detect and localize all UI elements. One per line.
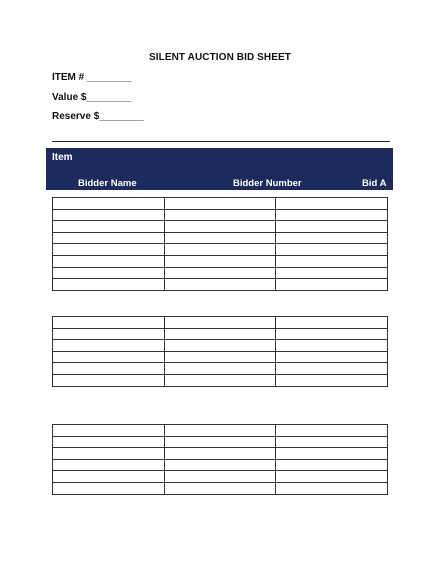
table-row xyxy=(53,328,388,340)
table-row xyxy=(53,279,388,291)
bidder-name-cell[interactable] xyxy=(53,363,165,375)
table-row xyxy=(53,374,388,386)
bidder-name-cell[interactable] xyxy=(53,351,165,363)
bidder-number-cell[interactable] xyxy=(164,340,276,352)
bid-table-2 xyxy=(52,316,388,387)
table-row xyxy=(53,351,388,363)
bid-amount-cell[interactable] xyxy=(276,255,388,267)
bidder-name-cell[interactable] xyxy=(53,425,165,437)
table-row xyxy=(53,198,388,210)
bidder-number-cell[interactable] xyxy=(164,459,276,471)
bid-amount-cell[interactable] xyxy=(276,471,388,483)
table-row xyxy=(53,425,388,437)
table-row xyxy=(53,255,388,267)
bidder-number-cell[interactable] xyxy=(164,244,276,256)
bidder-name-cell[interactable] xyxy=(53,317,165,329)
bid-amount-cell[interactable] xyxy=(276,340,388,352)
bidder-number-cell[interactable] xyxy=(164,471,276,483)
bidder-number-cell[interactable] xyxy=(164,425,276,437)
bidder-name-cell[interactable] xyxy=(53,221,165,233)
bid-amount-cell[interactable] xyxy=(276,459,388,471)
bid-amount-cell[interactable] xyxy=(276,232,388,244)
reserve-field: Reserve $________ xyxy=(52,111,144,122)
bidder-number-cell[interactable] xyxy=(164,209,276,221)
bid-amount-cell[interactable] xyxy=(276,425,388,437)
table-row xyxy=(53,363,388,375)
bid-table-1 xyxy=(52,197,388,291)
bidder-name-cell[interactable] xyxy=(53,471,165,483)
bid-amount-cell[interactable] xyxy=(276,448,388,460)
divider-line xyxy=(52,141,390,142)
bid-amount-cell[interactable] xyxy=(276,244,388,256)
table-row xyxy=(53,340,388,352)
bid-amount-cell[interactable] xyxy=(276,436,388,448)
bidder-name-cell[interactable] xyxy=(53,328,165,340)
bidder-name-cell[interactable] xyxy=(53,209,165,221)
bidder-name-cell[interactable] xyxy=(53,340,165,352)
bidder-number-cell[interactable] xyxy=(164,482,276,494)
bid-amount-cell[interactable] xyxy=(276,374,388,386)
bid-amount-cell[interactable] xyxy=(276,482,388,494)
table-header-bar xyxy=(46,148,393,190)
table-row xyxy=(53,209,388,221)
bidder-name-cell[interactable] xyxy=(53,267,165,279)
table-row xyxy=(53,267,388,279)
bid-table-3 xyxy=(52,424,388,495)
bidder-name-cell[interactable] xyxy=(53,448,165,460)
table-row xyxy=(53,436,388,448)
bidder-name-cell[interactable] xyxy=(53,482,165,494)
bidder-number-cell[interactable] xyxy=(164,279,276,291)
bidder-name-cell[interactable] xyxy=(53,232,165,244)
bid-amount-cell[interactable] xyxy=(276,351,388,363)
table-row xyxy=(53,471,388,483)
bid-amount-cell[interactable] xyxy=(276,317,388,329)
bid-amount-cell[interactable] xyxy=(276,363,388,375)
bidder-name-cell[interactable] xyxy=(53,255,165,267)
page-title: SILENT AUCTION BID SHEET xyxy=(148,52,292,63)
value-field: Value $________ xyxy=(52,92,131,103)
bidder-number-cell[interactable] xyxy=(164,328,276,340)
bidder-number-cell[interactable] xyxy=(164,267,276,279)
bid-amount-cell[interactable] xyxy=(276,198,388,210)
bidder-number-cell[interactable] xyxy=(164,374,276,386)
bidder-number-cell[interactable] xyxy=(164,232,276,244)
header-item-label: Item xyxy=(52,152,73,163)
bid-amount-cell[interactable] xyxy=(276,328,388,340)
table-row xyxy=(53,232,388,244)
bidder-name-cell[interactable] xyxy=(53,374,165,386)
bidder-number-cell[interactable] xyxy=(164,363,276,375)
item-number-field: ITEM # ________ xyxy=(52,72,132,83)
bidder-number-cell[interactable] xyxy=(164,255,276,267)
bid-amount-cell[interactable] xyxy=(276,209,388,221)
bidder-name-cell[interactable] xyxy=(53,459,165,471)
bidder-number-cell[interactable] xyxy=(164,448,276,460)
bid-amount-cell[interactable] xyxy=(276,221,388,233)
bidder-number-cell[interactable] xyxy=(164,436,276,448)
bidder-name-cell[interactable] xyxy=(53,436,165,448)
header-bidder-number: Bidder Number xyxy=(233,178,302,189)
table-row xyxy=(53,448,388,460)
bidder-number-cell[interactable] xyxy=(164,317,276,329)
table-row xyxy=(53,459,388,471)
table-row xyxy=(53,221,388,233)
table-row xyxy=(53,317,388,329)
bid-amount-cell[interactable] xyxy=(276,279,388,291)
bidder-number-cell[interactable] xyxy=(164,221,276,233)
bidder-name-cell[interactable] xyxy=(53,198,165,210)
bid-amount-cell[interactable] xyxy=(276,267,388,279)
table-row xyxy=(53,244,388,256)
table-row xyxy=(53,482,388,494)
bidder-number-cell[interactable] xyxy=(164,198,276,210)
bidder-name-cell[interactable] xyxy=(53,244,165,256)
header-bid: Bid A xyxy=(362,178,387,189)
header-bidder-name: Bidder Name xyxy=(78,178,137,189)
bidder-name-cell[interactable] xyxy=(53,279,165,291)
bidder-number-cell[interactable] xyxy=(164,351,276,363)
